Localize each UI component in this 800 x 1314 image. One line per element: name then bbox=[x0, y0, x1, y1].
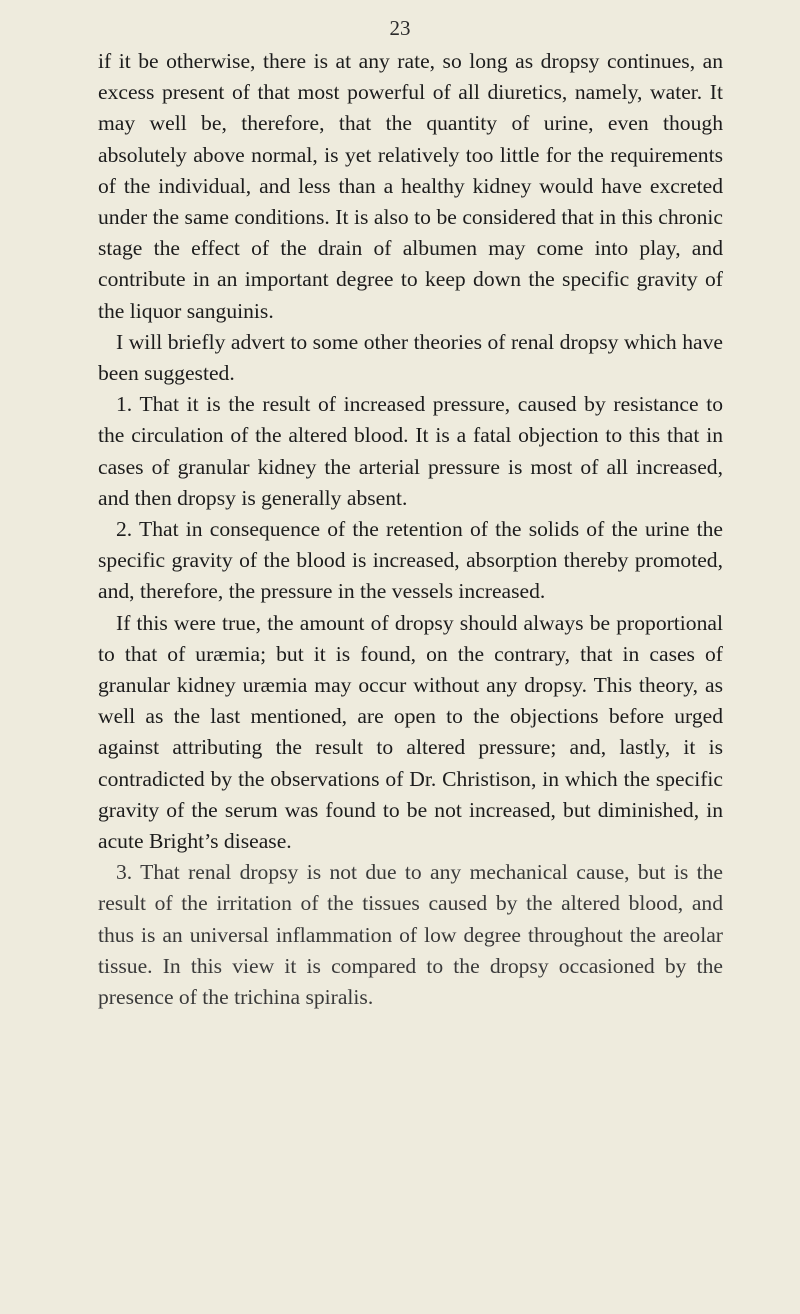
paragraph-continuation: if it be otherwise, there is at any rate, so long as dropsy continues, an excess present of that most powerful of all diuretics, namely, water. It may well be, therefore, that the quantity of urine, even though absolutely above normal, is yet relatively too little for the requirements of the individual, and less than a healthy kidney would have excreted under the same conditions. It is also to be considered that in this chronic stage the effect of the drain of albumen may come into play, and contribute in an important degree to keep down the specific gravity of the liquor sanguinis. bbox=[98, 49, 723, 323]
paragraph-theories-intro: I will briefly advert to some other theories of renal dropsy which have been suggested. bbox=[98, 329, 723, 386]
paragraph-theory-2-objection: If this were true, the amount of dropsy should always be proportional to that of uræmia; but it is found, on the contrary, that in cases of granular kidney uræmia may occur without any dropsy. This theory, as well as the last mentioned, are open to the objections before urged against attributing the result to altered pressure; and, lastly, it is contradicted by the observations of Dr. Christison, in which the specific gravity of the serum was found to be not increased, but diminished, in acute Bright’s disease. bbox=[98, 610, 723, 854]
page-number: 23 bbox=[389, 16, 411, 40]
body-text bbox=[98, 46, 723, 1013]
paragraph-theory-1: 1. That it is the result of increased pressure, caused by resistance to the circulation of the altered blood. It is a fatal objection to this that in cases of granular kidney the arterial pressure is most of all increased, and then dropsy is generally absent. bbox=[98, 392, 723, 510]
paragraph-theory-3: 3. That renal dropsy is not due to any mechanical cause, but is the result of the irritation of the tissues caused by the altered blood, and thus is an universal inflammation of low degree throughout the areolar tissue. In this view it is compared to the dropsy occasioned by the presence of the trichina spiralis. bbox=[98, 860, 723, 1010]
paragraph-theory-2: 2. That in consequence of the retention of the solids of the urine the specific gravity of the blood is increased, absorption thereby promoted, and, therefore, the pressure in the vessels increased. bbox=[98, 517, 723, 604]
